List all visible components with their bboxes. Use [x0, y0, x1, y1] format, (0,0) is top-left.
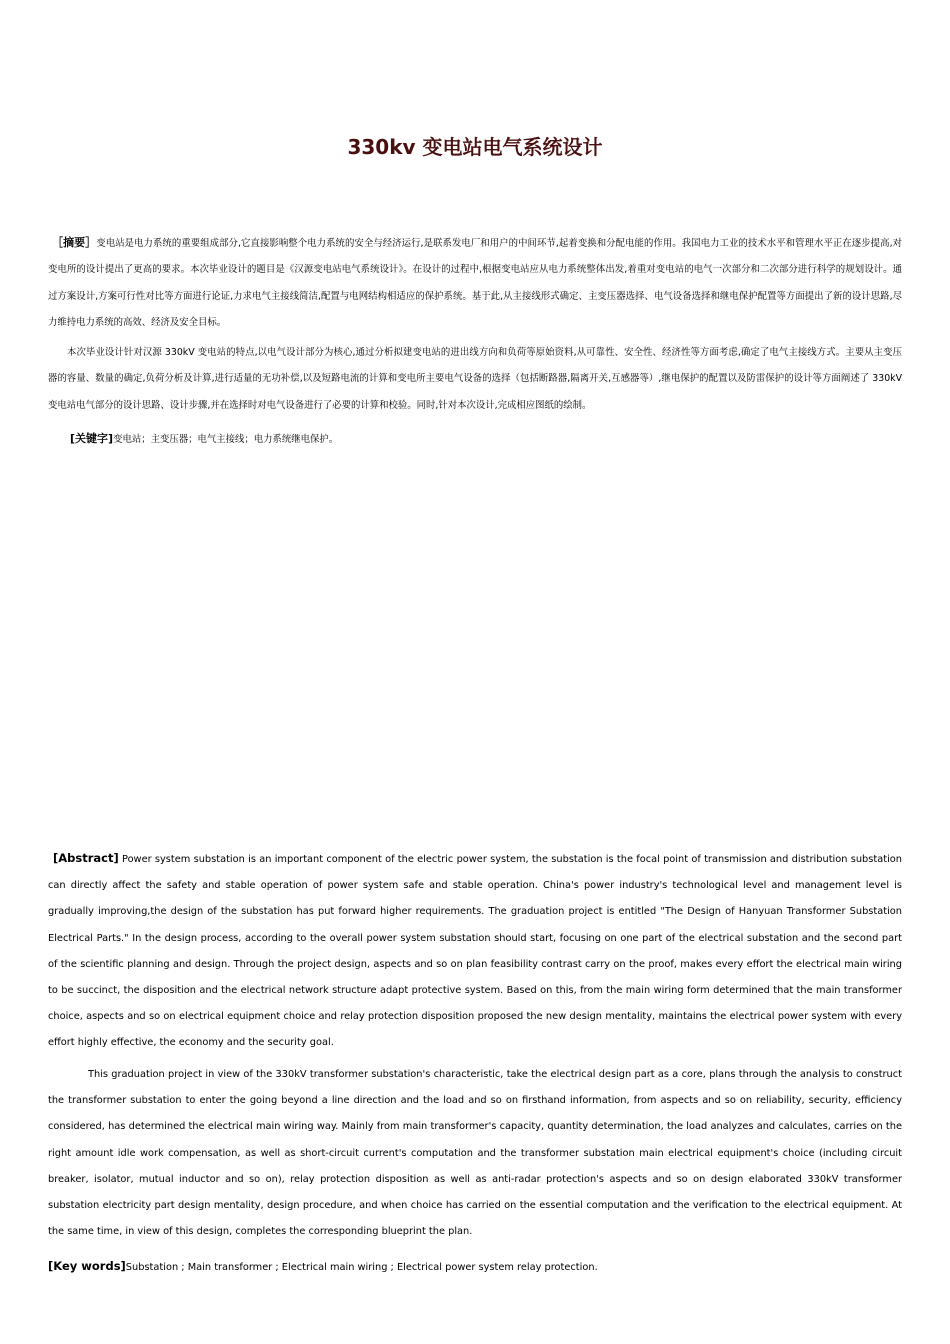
cn-abstract-text: 变电站是电力系统的重要组成部分,它直接影响整个电力系统的安全与经济运行,是联系发电厂和用户的中间环节,起着变换和分配电能的作用。我国电力工业的技术水平和管理水平正在逐步提高,对变电所的设计提出了更高的要求。本次毕业设计的题目是《汉源变电站电气系统设计》。在设计的过程中,根据变电站应从电力系统整体出发,着重对变电站的电气一次部分和二次部分进行科学的规划设计。通过方案设计,方案可行性对比等方面进行论证,力求电气主接线简洁,配置与电网结构相适应的保护系统。基于此,从主接线形式确定、主变压器选择、电气设备选择和继电保护配置等方面提出了新的设计思路,尽力维持电力系统的高效、经济及安全目标。: [48, 238, 902, 328]
en-abstract-text: Power system substation is an important component of the electric power system, the substation is the focal point of transmission and distribution substation can directly affect the safety and stable operation of power system safe and stable operation. China's power industry's technological level and management level is gradually improving,the design of the substation has put forward higher requirements. The graduation project is entitled "The Design of Hanyuan Transformer Substation Electrical Parts." In the design process, according to the overall power system substation should start, focusing on one part of the electrical substation and the second part of the scientific planning and design. Through the project design, aspects and so on plan feasibility contrast carry on the proof, makes every effort the electrical main wiring to be succinct, the disposition and the electrical network structure adapt protective system. Based on this, from the main wiring form determined that the main transformer choice, aspects and so on electrical equipment choice and relay protection disposition proposed the new design mentality, maintains the electrical power system with every effort highly effective, the economy and the security goal.: [48, 854, 902, 1049]
en-second-paragraph: This graduation project in view of the 330kV transformer substation's characteristic, take the electrical design part as a core, plans through the analysis to construct the transformer substation to enter the going beyond a line direction and the load and so on firsthand information, from aspects and so on reliability, security, efficiency considered, has determined the electrical main wiring way. Mainly from main transformer's capacity, quantity determination, the load analyzes and calculates, carries on the right amount idle work compensation, as well as short-circuit current's computation and the transformer substation main electrical equipment's choice (including circuit breaker, isolator, mutual inductor and so on), relay protection disposition as well as anti-radar protection's aspects and so on design elaborated 330kV transformer substation electricity part design mentality, design procedure, and when choice has carried on the essential computation and the verification to the electrical equipment. At the same time, in view of this design, completes the corresponding blueprint the plan.: [48, 1069, 902, 1238]
en-abstract-paragraph: [48, 845, 902, 1057]
cn-second-paragraph: 本次毕业设计针对汉源 330kV 变电站的特点,以电气设计部分为核心,通过分析拟建变电站的进出线方向和负荷等原始资料,从可靠性、安全性、经济性等方面考虑,确定了电气主接线方式。主要从主变压器的容量、数量的确定,负荷分析及计算,进行适量的无功补偿,以及短路电流的计算和变电所主要电气设备的选择（包括断路器,隔离开关,互感器等）,继电保护的配置以及防雷保护的设计等方面阐述了 330kV 变电站电气部分的设计思路、设计步骤,并在选择时对电气设备进行了必要的计算和校验。同时,针对本次设计,完成相应图纸的绘制。: [48, 347, 902, 411]
cn-keywords-label: [关键字]: [70, 432, 114, 445]
en-keywords-line: [48, 1253, 902, 1281]
cn-keywords-line: [70, 426, 902, 453]
document-title: 330kv 变电站电气系统设计: [347, 135, 603, 159]
en-abstract-label: [Abstract]: [53, 851, 119, 865]
en-keywords-text: Substation ; Main transformer ; Electrical main wiring ; Electrical power system relay protection.: [125, 1262, 598, 1273]
cn-abstract-label: ［摘要］: [52, 236, 97, 249]
en-keywords-label: [Key words]: [48, 1259, 126, 1273]
cn-keywords-text: 变电站；主变压器；电气主接线；电力系统继电保护。: [113, 434, 339, 445]
cn-abstract-paragraph: [48, 230, 902, 336]
